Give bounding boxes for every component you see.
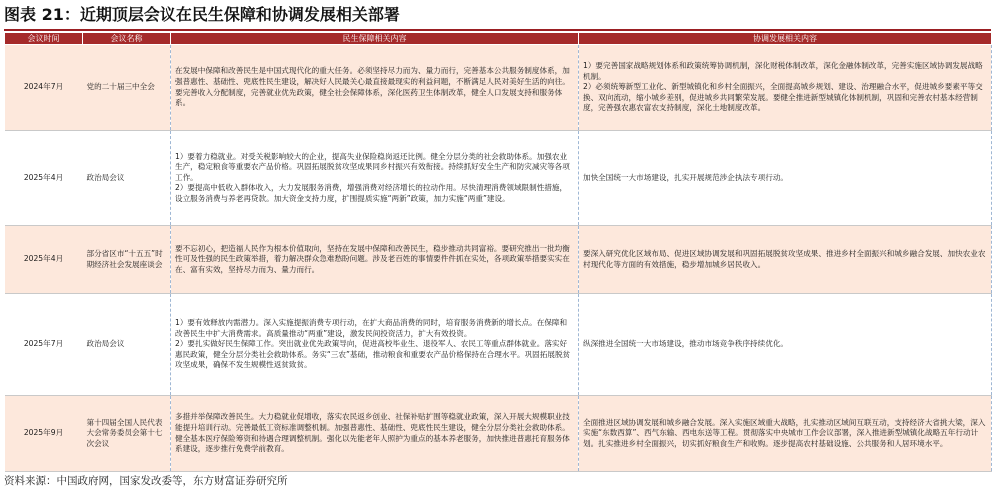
livelihood-content	[171, 294, 579, 396]
coordination-paragraph: 加快全国统一大市场建设，扎实开展规范涉企执法专项行动。	[583, 172, 789, 182]
header-livelihood: 民生保障相关内容	[171, 33, 579, 45]
livelihood-paragraph: 在发展中保障和改善民生是中国式现代化的重大任务。必须坚持尽力而为、量力而行，完善基本公共服务制度体系，加强普惠性、基础性、兜底性民生建设，解决好人民最关心最直接最现实的利益问题，不断满足人民对美好生活的向往。要完善收入分配制度，完善就业优先政策，健全社会保障体系，深化医药卫生体制改革，健全人口发展支持和服务体系。	[175, 66, 570, 108]
source-note: 资料来源：中国政府网，国家发改委等，东方财富证券研究所	[4, 475, 288, 487]
livelihood-paragraph: 1）要有效释放内需潜力。深入实施提振消费专项行动，在扩大商品消费的同时，培育服务消费新的增长点。在保障和改善民生中扩大消费需求。高质量推动“两重”建设，激发民间投资活力，扩大有效投资。	[175, 318, 568, 338]
livelihood-paragraph: 要不忘初心，把造福人民作为根本价值取向，坚持在发展中保障和改善民生，稳步推动共同富裕。要研究推出一批均衡性可及性强的民生政策举措，着力解决群众急难愁盼问题。涉及老百姓的事情要件件抓在实处，各项政策举措要实实在在、富有实效，坚持尽力而为、量力而行。	[175, 243, 570, 274]
livelihood-paragraph: 2）要提高中低收入群体收入，大力发展服务消费，增强消费对经济增长的拉动作用。尽快清理消费领域限制性措施，设立服务消费与养老再贷款。加大资金支持力度，扩围提质实施“两新”政策，加力实施“两重”建设。	[175, 183, 568, 203]
header-meeting-time: 会议时间	[5, 33, 83, 45]
livelihood-paragraph: 2）要扎实做好民生保障工作。突出就业优先政策导向，促进高校毕业生、退役军人、农民工等重点群体就业。落实好惠民政策，健全分层分类社会救助体系。务实“三农”基础，推动粮食和重要农产品价格保持在合理水平。巩固拓展脱贫攻坚成果，确保不发生规模性返贫致贫。	[175, 339, 571, 370]
livelihood-content	[171, 226, 579, 294]
header-meeting-name: 会议名称	[83, 33, 171, 45]
table-row	[5, 226, 992, 294]
meeting-name: 第十四届全国人民代表大会常务委员会第十七次会议	[83, 396, 171, 472]
meeting-name: 部分省区市“十五五”时期经济社会发展座谈会	[83, 226, 171, 294]
coordination-content	[579, 294, 992, 396]
meeting-time: 2025年4月	[5, 226, 83, 294]
meeting-name: 党的二十届三中全会	[83, 45, 171, 131]
policy-table	[4, 32, 992, 472]
meeting-time: 2025年9月	[5, 396, 83, 472]
livelihood-paragraph: 多措并举保障改善民生。大力稳就业促增收，落实农民返乡创业、社保补贴扩围等稳就业政策，深入开展大规模职业技能提升培训行动。完善最低工资标准调整机制。加强普惠性、基础性、兜底性民生建设，健全分层分类社会救助体系。健全基本医疗保险筹资和待遇合理调整机制。强化以先能老年人照护为重点的基本养老服务，加快推进普惠托育服务体系建设，逐步推行免费学前教育。	[175, 412, 570, 454]
livelihood-content	[171, 45, 579, 131]
meeting-name: 政治局会议	[83, 131, 171, 226]
livelihood-content	[171, 396, 579, 472]
table-row	[5, 294, 992, 396]
coordination-paragraph: 2）必须统筹新型工业化、新型城镇化和乡村全面振兴，全面提高城乡规划、建设、治理融合水平，促进城乡要素平等交换、双向流动，缩小城乡差别，促进城乡共同繁荣发展。要健全推进新型城镇化体制机制，巩固和完善农村基本经营制度，完善强农惠农富农支持制度，深化土地制度改革。	[583, 82, 983, 113]
table-header-row	[5, 33, 992, 45]
livelihood-content	[171, 131, 579, 226]
meeting-time: 2024年7月	[5, 45, 83, 131]
coordination-paragraph: 1）要完善国家战略规划体系和政策统筹协调机制，深化财税体制改革，深化金融体制改革，完善实施区域协调发展战略机制。	[583, 61, 983, 81]
livelihood-paragraph: 1）要着力稳就业。对受关税影响较大的企业，提高失业保险稳岗返还比例。健全分层分类的社会救助体系。加强农业生产，稳定粮食等重要农产品价格。巩固拓展脱贫攻坚成果同乡村振兴有效衔接。持续抓好安全生产和防灾减灾等各项工作。	[175, 151, 570, 182]
meeting-time: 2025年4月	[5, 131, 83, 226]
header-coordination: 协调发展相关内容	[579, 33, 992, 45]
coordination-content	[579, 396, 992, 472]
coordination-content	[579, 45, 992, 131]
table-row	[5, 396, 992, 472]
table-row	[5, 131, 992, 226]
coordination-paragraph: 全面推进区域协调发展和城乡融合发展。深入实施区域重大战略，扎实推动区域间互联互动，支持经济大省挑大梁，深入实施“东数西算”、西气东输、西电东送等工程。贯彻落实中央城市工作会议部署，深入推进新型城镇化战略五年行动计划。扎实推进乡村全面振兴，切实抓好粮食生产和收购。逐步提高农村基础设施、公共服务和人居环境水平。	[583, 417, 986, 448]
meeting-time: 2025年7月	[5, 294, 83, 396]
coordination-paragraph: 要深入研究优化区域布局、促进区域协调发展和巩固拓展脱贫攻坚成果、推进乡村全面振兴和城乡融合发展、加快农业农村现代化等方面的有效措施，稳步增加城乡居民收入。	[583, 248, 986, 269]
title-rule	[4, 29, 991, 31]
figure-title: 图表 21：近期顶层会议在民生保障和协调发展相关部署	[4, 5, 400, 24]
coordination-content	[579, 131, 992, 226]
coordination-content	[579, 226, 992, 294]
coordination-paragraph: 纵深推进全国统一大市场建设，推动市场竞争秩序持续优化。	[583, 339, 789, 349]
table-row	[5, 45, 992, 131]
meeting-name: 政治局会议	[83, 294, 171, 396]
